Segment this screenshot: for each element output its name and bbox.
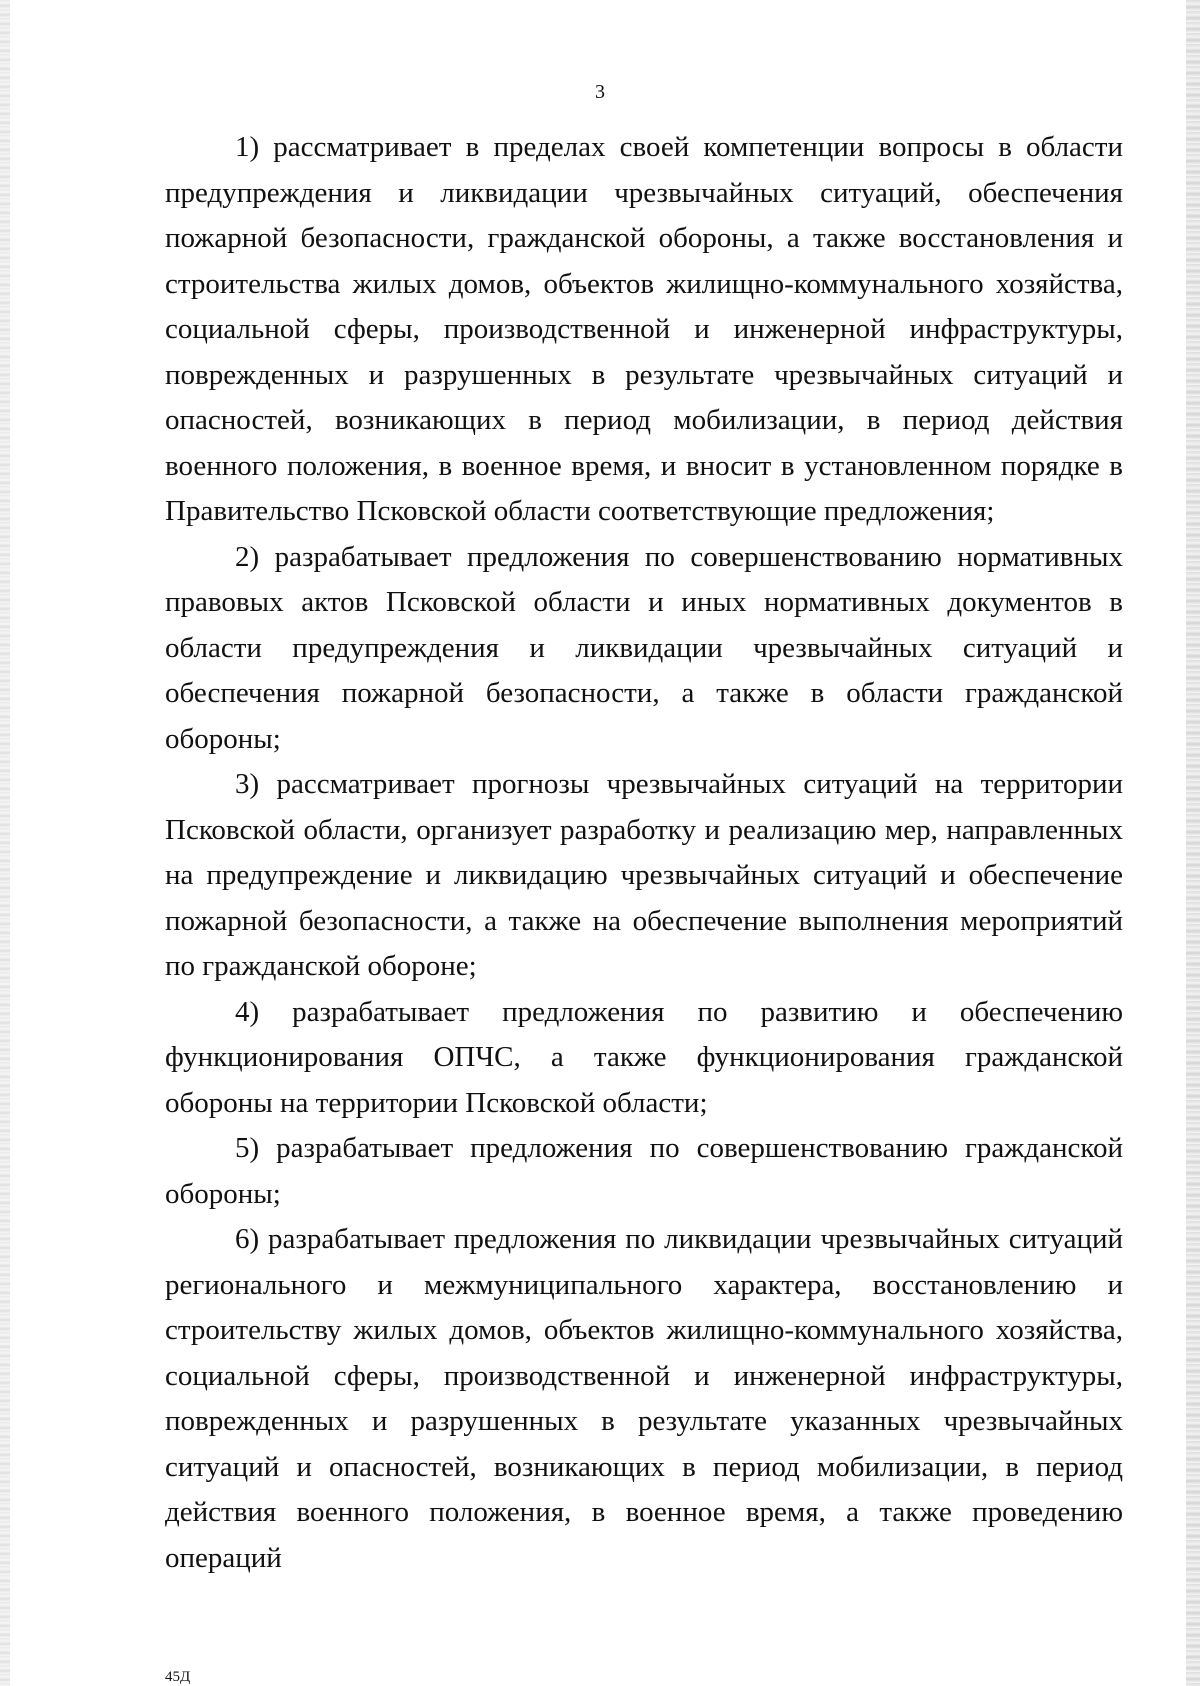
paragraph-item-3: 3) рассматривает прогнозы чрезвычайных ситуаций на территории Псковской области, организует разработку и реализацию мер, направленных на предупреждение и ликвидацию чрезвычайных ситуаций и обеспечение пожарной безопасности, а также на обеспечение выполнения мероприятий по гражданской обороне; [165, 768, 1123, 982]
paragraph-item-1: 1) рассматривает в пределах своей компетенции вопросы в области предупреждения и ликвидации чрезвычайных ситуаций, обеспечения пожарной безопасности, гражданской обороны, а также восстановления и строительства жилых домов, объектов жилищно-коммунального хозяйства, социальной сферы, производственной и инженерной инфраструктуры, поврежденных и разрушенных в результате чрезвычайных ситуаций и опасностей, возникающих в период мобилизации, в период действия военного положения, в военное время, и вносит в установленном порядке в Правительство Псковской области соответствующие предложения; [165, 131, 1123, 527]
document-body [165, 125, 1123, 1581]
footer-code: 45Д [165, 1669, 191, 1685]
page-number: 3 [595, 81, 605, 103]
paragraph-item-5: 5) разрабатывает предложения по совершенствованию гражданской обороны; [165, 1132, 1123, 1210]
scan-edge-right [1186, 0, 1200, 1686]
paragraph-item-6: 6) разрабатывает предложения по ликвидации чрезвычайных ситуаций регионального и межмуниципального характера, восстановлению и строительству жилых домов, объектов жилищно-коммунального хозяйства, социальной сферы, производственной и инженерной инфраструктуры, поврежденных и разрушенных в результате указанных чрезвычайных ситуаций и опасностей, возникающих в период мобилизации, в период действия военного положения, в военное время, а также проведению операций [165, 1223, 1123, 1574]
paragraph-item-2: 2) разрабатывает предложения по совершенствованию нормативных правовых актов Псковской области и иных нормативных документов в области предупреждения и ликвидации чрезвычайных ситуаций и обеспечения пожарной безопасности, а также в области гражданской обороны; [165, 540, 1123, 755]
paragraph-item-4: 4) разрабатывает предложения по развитию и обеспечению функционирования ОПЧС, а также функционирования гражданской обороны на территории Псковской области; [165, 995, 1123, 1119]
scan-edge-left [0, 0, 10, 1686]
